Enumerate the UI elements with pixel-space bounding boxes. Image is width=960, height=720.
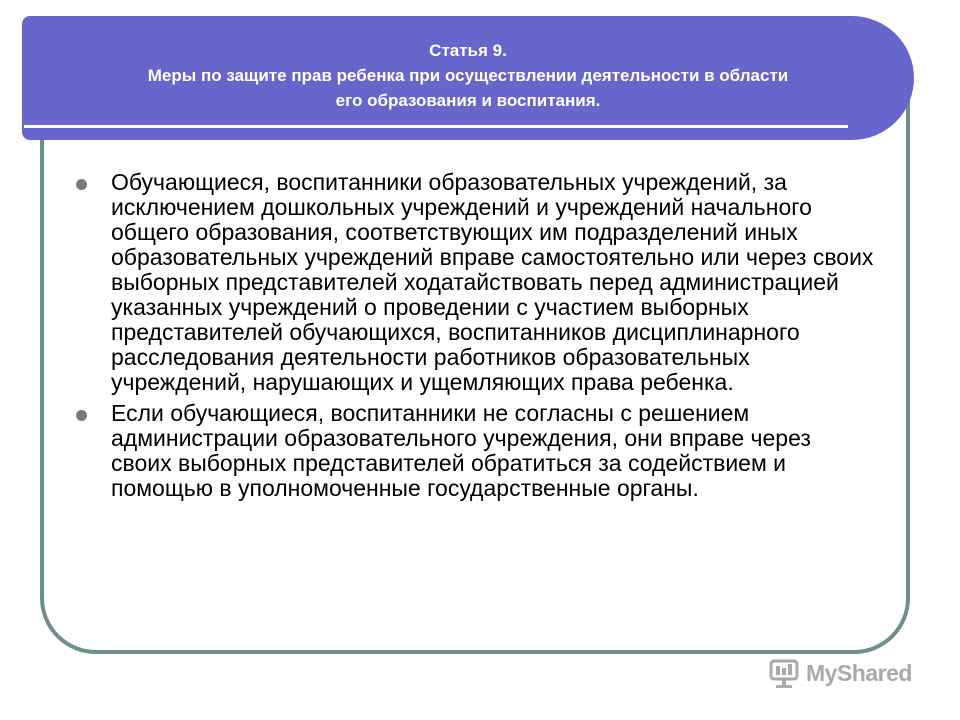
title-line-2: Меры по защите прав ребенка при осуществлении деятельности в области xyxy=(147,66,789,85)
bullet-item xyxy=(76,401,876,501)
title-line-3: его образования и воспитания. xyxy=(335,91,601,110)
bullet-item xyxy=(76,170,876,395)
watermark-text: MyShared xyxy=(806,660,912,686)
watermark[interactable] xyxy=(768,656,928,696)
bullet-list xyxy=(76,170,876,507)
slide-title xyxy=(22,38,914,113)
title-line-1: Статья 9. xyxy=(429,41,507,60)
bullet-text: Если обучающиеся, воспитанники не согласны с решением администрации образовательного учреждения, они вправе через своих выборных представителей обратиться за содействием и помощью в уполномоченные государственные органы. xyxy=(111,400,811,501)
bullet-text: Обучающиеся, воспитанники образовательных учреждений, за исключением дошкольных учреждений и учреждений начального общего образования, соответствующих им подразделений иных образовательных учреждений вправе самостоятельно или через своих выборных представителей ходатайствовать перед администрацией указанных учреждений о проведении с участием выборных представителей обучающихся, воспитанников дисциплинарного расследования деятельности работников образовательных учреждений, нарушающих и ущемляющих права ребенка. xyxy=(111,169,874,395)
myshared-logo-icon xyxy=(768,656,804,692)
bullet-icon xyxy=(76,179,87,190)
title-underline xyxy=(24,125,848,128)
bullet-icon xyxy=(76,410,87,421)
